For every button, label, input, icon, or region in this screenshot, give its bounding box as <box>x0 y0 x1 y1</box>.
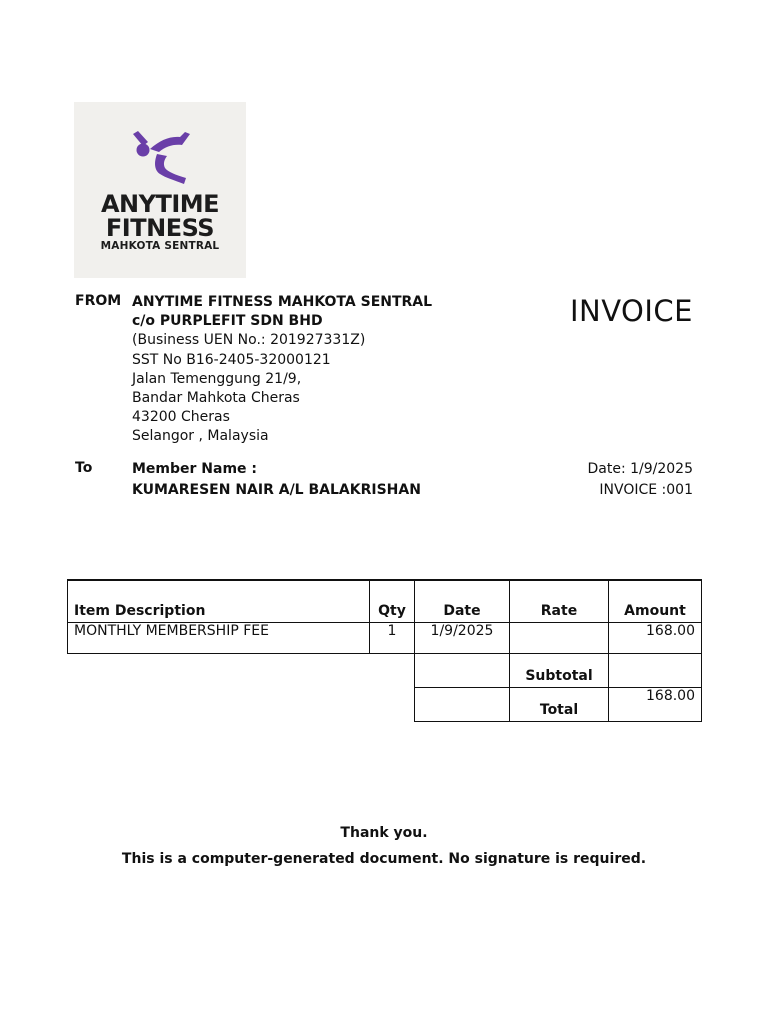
member-name: KUMARESEN NAIR A/L BALAKRISHAN <box>132 481 421 498</box>
company-logo <box>74 102 246 278</box>
sender-postcode-city: 43200 Cheras <box>132 409 230 426</box>
subtotal-label: Subtotal <box>510 654 609 688</box>
invoice-number: INVOICE :001 <box>599 481 693 498</box>
sender-care-of: c/o PURPLEFIT SDN BHD <box>132 313 323 330</box>
total-spacer-cell <box>415 688 510 722</box>
item-description: MONTHLY MEMBERSHIP FEE <box>68 623 370 654</box>
item-date: 1/9/2025 <box>415 623 510 654</box>
header-date: Date <box>415 580 510 623</box>
item-rate <box>510 623 609 654</box>
to-label: To <box>75 460 93 476</box>
invoice-meta <box>520 459 693 500</box>
sender-company-name: ANYTIME FITNESS MAHKOTA SENTRAL <box>132 294 433 310</box>
header-rate: Rate <box>510 580 609 623</box>
sender-sst-number: SST No B16-2405-32000121 <box>132 351 331 368</box>
header-amount: Amount <box>609 580 702 623</box>
sender-state-country: Selangor , Malaysia <box>132 428 269 445</box>
running-man-icon <box>130 128 194 192</box>
header-qty: Qty <box>370 580 415 623</box>
sender-uen: (Business UEN No.: 201927331Z) <box>132 332 366 349</box>
invoice-date: Date: 1/9/2025 <box>587 461 693 477</box>
computer-generated-note: This is a computer-generated document. No signature is required. <box>121 851 647 867</box>
sender-address-block <box>132 293 432 447</box>
total-row <box>68 688 702 722</box>
sender-address-line1: Jalan Temenggung 21/9, <box>132 370 302 387</box>
total-label: Total <box>510 688 609 722</box>
logo-text-line1: ANYTIME <box>100 190 220 218</box>
table-row <box>68 623 702 654</box>
subtotal-row <box>68 654 702 688</box>
item-amount: 168.00 <box>609 623 702 654</box>
header-item-description: Item Description <box>68 580 370 623</box>
subtotal-value <box>609 654 702 688</box>
sender-address-line2: Bandar Mahkota Cheras <box>132 390 300 407</box>
logo-text-line3: MAHKOTA SENTRAL <box>100 240 220 252</box>
member-name-label: Member Name : <box>132 461 258 477</box>
recipient-block <box>132 459 421 500</box>
total-value: 168.00 <box>609 688 702 722</box>
subtotal-spacer-cell <box>415 654 510 688</box>
table-header-row <box>68 580 702 623</box>
logo-text-line2: FITNESS <box>105 214 215 242</box>
document-title: INVOICE <box>569 294 693 328</box>
item-qty: 1 <box>370 623 415 654</box>
from-label: FROM <box>75 293 122 309</box>
thank-you-text: Thank you. <box>340 825 428 841</box>
invoice-items-table <box>67 579 702 722</box>
